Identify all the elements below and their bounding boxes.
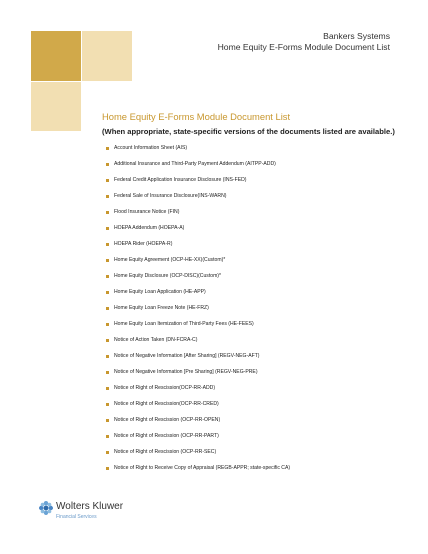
list-item-label: Federal Sale of Insurance Disclosure(INS-WARN) (114, 193, 227, 199)
list-item (102, 193, 402, 209)
list-item-label: Additional Insurance and Third-Party Payment Addendum (AITPP-ADD) (114, 161, 276, 167)
list-item-label: Notice of Negative Information [After Sharing] (REGV-NEG-AFT) (114, 353, 260, 359)
list-item-label: Notice of Right of Rescission (OCP-RR-SEC) (114, 449, 217, 455)
main-content (102, 111, 402, 481)
list-item (102, 257, 402, 273)
list-item (102, 145, 402, 161)
list-item-label: Notice of Negative Information [Pre Sharing] (REGV-NEG-PRE) (114, 369, 258, 375)
list-item-label: Home Equity Agreement (OCP-HE-XX)(Custom)* (114, 257, 226, 263)
square-bullet-icon (106, 307, 109, 310)
list-item (102, 449, 402, 465)
square-bullet-icon (106, 419, 109, 422)
list-item-label: Notice of Right of Rescission (OCP-RR-PART) (114, 433, 219, 439)
list-item (102, 353, 402, 369)
list-item (102, 433, 402, 449)
list-item (102, 369, 402, 385)
list-item (102, 321, 402, 337)
page-title: Home Equity E-Forms Module Document List (102, 111, 291, 122)
list-item-label: Notice of Right to Receive Copy of Appraisal (REGB-APPR; state-specific CA) (114, 465, 291, 471)
list-item (102, 241, 402, 257)
list-item-label: Notice of Right of Rescission(OCP-RR-CRED) (114, 401, 219, 407)
list-item-label: Flood Insurance Notice (FIN) (114, 209, 180, 215)
list-item (102, 305, 402, 321)
list-item (102, 289, 402, 305)
list-item (102, 161, 402, 177)
list-item-label: Account Information Sheet (AIS) (114, 145, 188, 151)
document-list (102, 145, 402, 481)
square-bullet-icon (106, 467, 109, 470)
list-item-label: Home Equity Disclosure (OCP-DISC)(Custom)* (114, 273, 221, 279)
list-item (102, 417, 402, 433)
decorative-block-light-bottom (31, 82, 81, 131)
list-item (102, 273, 402, 289)
list-item-label: Notice of Action Taken (DN-FCRA-C) (114, 337, 198, 343)
list-item-label: Home Equity Loan Freeze Note (HE-FRZ) (114, 305, 209, 311)
list-item (102, 337, 402, 353)
square-bullet-icon (106, 179, 109, 182)
square-bullet-icon (106, 195, 109, 198)
list-item-label: HOEPA Addendum (HOEPA-A) (114, 225, 185, 231)
list-item (102, 401, 402, 417)
square-bullet-icon (106, 403, 109, 406)
square-bullet-icon (106, 275, 109, 278)
list-item-label: Notice of Right of Rescission(OCP-RR-ADD) (114, 385, 216, 391)
square-bullet-icon (106, 259, 109, 262)
square-bullet-icon (106, 227, 109, 230)
square-bullet-icon (106, 435, 109, 438)
list-item (102, 225, 402, 241)
header-document-title: Home Equity E-Forms Module Document List (217, 41, 390, 52)
list-item-label: Notice of Right of Rescission (OCP-RR-OPEN) (114, 417, 221, 423)
square-bullet-icon (106, 323, 109, 326)
list-item (102, 385, 402, 401)
decorative-block-light-top (82, 31, 132, 81)
square-bullet-icon (106, 291, 109, 294)
list-item-label: HOEPA Rider (HOEPA-R) (114, 241, 173, 247)
square-bullet-icon (106, 147, 109, 150)
list-item (102, 177, 402, 193)
wolters-kluwer-logo-icon (38, 500, 54, 516)
list-item-label: Home Equity Loan Itemization of Third-Party Fees (HE-FEES) (114, 321, 254, 327)
company-name: Bankers Systems (323, 31, 390, 41)
list-item (102, 465, 402, 481)
list-item-label: Home Equity Loan Application (HE-APP) (114, 289, 206, 295)
page-header (218, 31, 390, 52)
list-item-label: Federal Credit Application Insurance Disclosure (INS-FED) (114, 177, 247, 183)
subtitle-note: (When appropriate, state-specific versions of the documents listed are available.) (102, 127, 395, 136)
square-bullet-icon (106, 163, 109, 166)
square-bullet-icon (106, 387, 109, 390)
square-bullet-icon (106, 243, 109, 246)
logo-wordmark: Wolters Kluwer (56, 501, 124, 512)
square-bullet-icon (106, 355, 109, 358)
square-bullet-icon (106, 339, 109, 342)
decorative-block-gold (31, 31, 81, 81)
logo-subtitle: Financial Services (56, 514, 97, 520)
square-bullet-icon (106, 211, 109, 214)
list-item (102, 209, 402, 225)
square-bullet-icon (106, 371, 109, 374)
square-bullet-icon (106, 451, 109, 454)
